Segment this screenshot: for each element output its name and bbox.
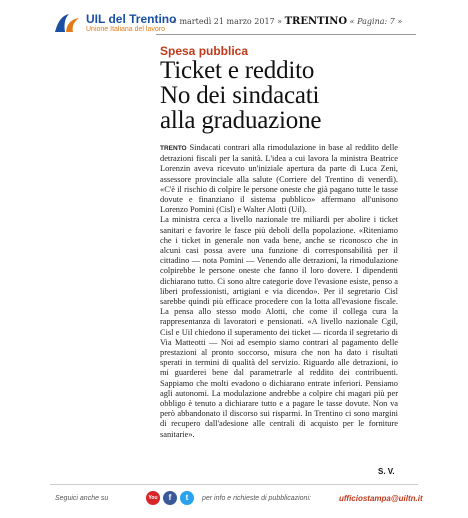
article-kicker: Spesa pubblica xyxy=(160,44,249,58)
author-signature: S. V. xyxy=(378,467,395,476)
paragraph-text: Sindacati contrari alla rimodulazione in base al reddito delle detrazioni fiscali per la sanità. L'idea a cui lavora la ministra Beatrice Lorenzin aveva ricevuto un'iniziale apertura da parte di Luca Zeni, assessore provinciale alla salute (Corriere del Trentino di venerdì). «C'è il rischio di colpire le persone oneste che già pagano tutte le tasse dovute e finanziano il sistema pubblico» affermano all'unisono Lorenzo Pomini (Cisl) e Walter Alotti (Uil). xyxy=(160,143,398,215)
article-paragraph: La ministra cerca a livello nazionale tre miliardi per abolire i ticket sanitari e favorire le fasce più deboli della popolazione. «Riteniamo che i ticket in generale non vada bene, anche se riconosco che in alcuni casi possa avere una funzione di corresponsabilità per il cittadino — nota Pomini — Venendo alle detrazioni, la rimodulazione colpirebbe le persone oneste che fanno il loro dovere. I dipendenti dichiarano tutto. Ci sono altre categorie dove l'evasione esiste, penso a liberi professionisti, artigiani e via dicendo». Per il segretario Cisl sarebbe quindi più efficace procedere con la lotta all'evasione fiscale. La pensa allo stesso modo Alotti, che come il collega cura la rappresentanza di lavoratori e pensionati. «A livello nazionale Cgil, Cisl e Uil chiedono il superamento dei ticket — ricorda il segretario di Via Matteotti — Noi ad esempio siamo contrari al pagamento delle prestazioni al pronto soccorso, misura che non ha dato i risultati sperati in termini di qualità del servizio. Riguardo alle detrazioni, io mi guarderei bene dal parametrarle al reddito dei contribuenti. Sappiamo che molti evadono o dichiarano entrate inferiori. Pensiamo agli autonomi. La modulazione andrebbe a colpire chi magari più per obbligo è tenuto a dichiarare tutto e a pagare le tasse dovute. Non va però abbandonato il discorso sui risparmi. In Trentino ci sono margini di recupero dall'adesione alle centrali di acquisto per le forniture sanitarie». xyxy=(160,215,398,439)
headline-line: alla graduazione xyxy=(160,107,322,134)
page-number: « Pagina: 7 » xyxy=(349,17,403,26)
article-paragraph xyxy=(160,143,398,215)
youtube-label: You xyxy=(148,495,158,501)
twitter-label: t xyxy=(185,493,189,502)
dateline-city: TRENTO xyxy=(160,145,187,152)
uil-logo-icon xyxy=(53,12,81,34)
section-name: TRENTINO xyxy=(284,16,348,27)
info-label: per info e richieste di pubblicazioni: xyxy=(202,495,311,502)
org-subtitle: Unione Italiana del lavoro xyxy=(86,26,165,33)
follow-us-label: Seguici anche su xyxy=(55,495,109,502)
page-info xyxy=(172,16,402,27)
article-headline xyxy=(160,58,420,133)
email-link[interactable]: ufficiostampa@uiltn.it xyxy=(339,494,423,503)
page-footer xyxy=(0,489,468,509)
youtube-icon[interactable] xyxy=(146,491,160,505)
footer-divider xyxy=(50,484,418,485)
facebook-label: f xyxy=(168,493,172,502)
publication-date: « martedì 21 marzo 2017 » xyxy=(172,17,283,26)
facebook-icon[interactable] xyxy=(163,491,177,505)
article-body xyxy=(160,143,398,440)
page-header xyxy=(0,0,468,40)
headline-line: Ticket e reddito xyxy=(160,57,315,84)
headline-line: No dei sindacati xyxy=(160,82,320,109)
header-divider xyxy=(156,34,416,35)
twitter-icon[interactable] xyxy=(180,491,194,505)
org-name: UIL del Trentino xyxy=(86,12,177,26)
